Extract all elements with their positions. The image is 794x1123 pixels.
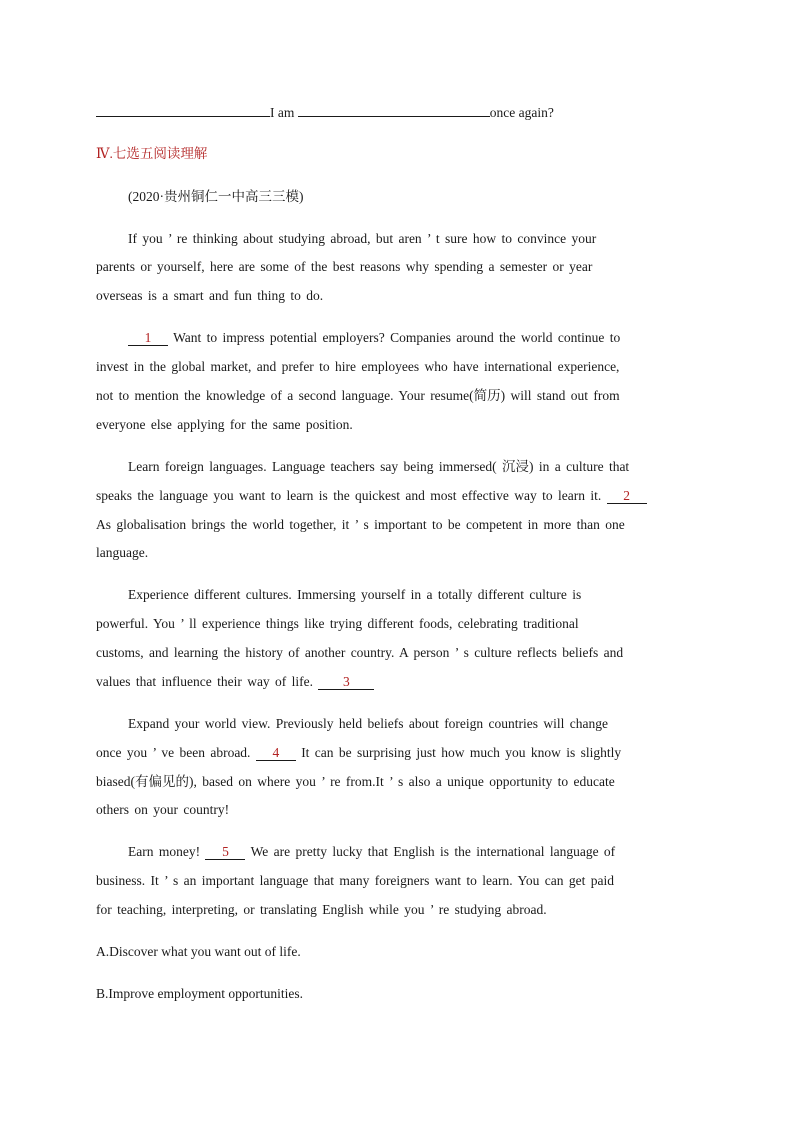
paragraph-1-line: everyone else applying for the same position.: [96, 417, 353, 432]
paragraph-4-line: [96, 744, 621, 762]
source-note: (2020·贵州铜仁一中高三三模): [128, 189, 304, 204]
paragraph-1-line: [128, 329, 620, 347]
answer-blank[interactable]: [298, 103, 490, 117]
paragraph-2-text: speaks the language you want to learn is the quickest and most effective way to learn it.: [96, 488, 602, 503]
top-text-1: I am: [270, 105, 295, 120]
paragraph-3-line: powerful. You ’ ll experience things like trying different foods, celebrating traditional: [96, 616, 579, 631]
answer-line: [96, 103, 554, 122]
paragraph-1-line: not to mention the knowledge of a second language. Your resume(简历) will stand out from: [96, 388, 620, 403]
blank-5[interactable]: 5: [205, 844, 245, 860]
paragraph-3-line: Experience different cultures. Immersing yourself in a totally different culture is: [128, 587, 582, 602]
blank-1[interactable]: 1: [128, 330, 168, 346]
intro-line: If you ’ re thinking about studying abroad, but aren ’ t sure how to convince your: [128, 231, 597, 246]
option-b: B.Improve employment opportunities.: [96, 986, 303, 1001]
option-a: A.Discover what you want out of life.: [96, 944, 301, 959]
paragraph-2-line: language.: [96, 545, 149, 560]
paragraph-3-line: customs, and learning the history of another country. A person ’ s culture reflects beliefs and: [96, 645, 624, 660]
paragraph-3-line: [96, 673, 374, 691]
intro-line: parents or yourself, here are some of the best reasons why spending a semester or year: [96, 259, 593, 274]
paragraph-5-text: We are pretty lucky that English is the international language of: [250, 844, 616, 859]
paragraph-4-text: It can be surprising just how much you know is slightly: [301, 745, 622, 760]
paragraph-5-line: [128, 843, 615, 861]
blank-2[interactable]: 2: [607, 488, 647, 504]
intro-line: overseas is a smart and fun thing to do.: [96, 288, 324, 303]
paragraph-2-line: [96, 487, 647, 505]
paragraph-5-line: for teaching, interpreting, or translating English while you ’ re studying abroad.: [96, 902, 547, 917]
paragraph-5-line: business. It ’ s an important language that many foreigners want to learn. You can get paid: [96, 873, 615, 888]
paragraph-1-text: Want to impress potential employers? Companies around the world continue to: [173, 330, 621, 345]
paragraph-4-line: biased(有偏见的), based on where you ’ re from.It ’ s also a unique opportunity to educate: [96, 774, 615, 789]
section-title: Ⅳ.七选五阅读理解: [96, 146, 208, 161]
top-text-2: once again?: [489, 105, 554, 120]
paragraph-4-text: once you ’ ve been abroad.: [96, 745, 251, 760]
paragraph-4-line: Expand your world view. Previously held beliefs about foreign countries will change: [128, 716, 609, 731]
paragraph-2-line: Learn foreign languages. Language teachers say being immersed( 沉浸) in a culture that: [128, 459, 630, 474]
paragraph-1-line: invest in the global market, and prefer to hire employees who have international experience,: [96, 359, 620, 374]
blank-4[interactable]: 4: [256, 745, 296, 761]
paragraph-4-line: others on your country!: [96, 802, 230, 817]
blank-3[interactable]: 3: [318, 674, 374, 690]
paragraph-2-line: As globalisation brings the world together, it ’ s important to be competent in more than one: [96, 517, 625, 532]
paragraph-3-text: values that influence their way of life.: [96, 674, 314, 689]
answer-blank[interactable]: [96, 103, 270, 117]
paragraph-5-text: Earn money!: [128, 844, 201, 859]
